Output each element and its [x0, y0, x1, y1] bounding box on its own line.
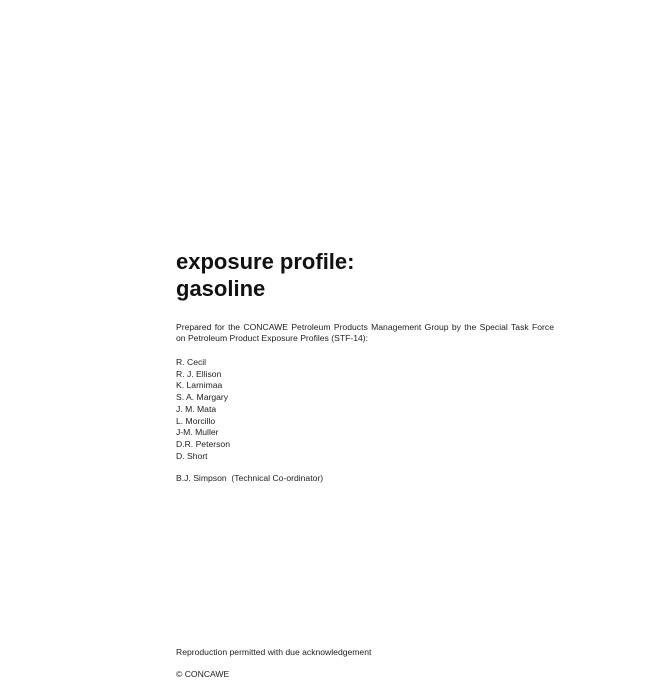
title-line-1: exposure profile:: [176, 249, 355, 274]
author-name: L. Morcillo: [176, 415, 216, 426]
author-name: R. Cecil: [176, 357, 207, 367]
title-line-2: gasoline: [176, 276, 266, 301]
author-name: D.R. Peterson: [176, 438, 230, 449]
author-name: S. A. Margary: [176, 392, 229, 403]
reproduction-notice: Reproduction permitted with due acknowledgement: [176, 647, 372, 657]
technical-coordinator: B.J. Simpson (Technical Co-ordinator): [176, 473, 324, 483]
author-name: D. Short: [176, 450, 208, 461]
author-name: R. J. Ellison: [176, 368, 222, 379]
author-name: K. Larnimaa: [176, 380, 223, 391]
author-list: [176, 357, 230, 462]
document-title: [176, 248, 556, 302]
author-name: J-M. Muller: [176, 427, 219, 438]
copyright-notice: © CONCAWE: [176, 669, 230, 679]
author-name: J. M. Mata: [176, 403, 217, 414]
intro-paragraph: Prepared for the CONCAWE Petroleum Products Management Group by the Special Task Force on Petroleum Product Exposure Profiles (STF-14):: [176, 322, 554, 343]
